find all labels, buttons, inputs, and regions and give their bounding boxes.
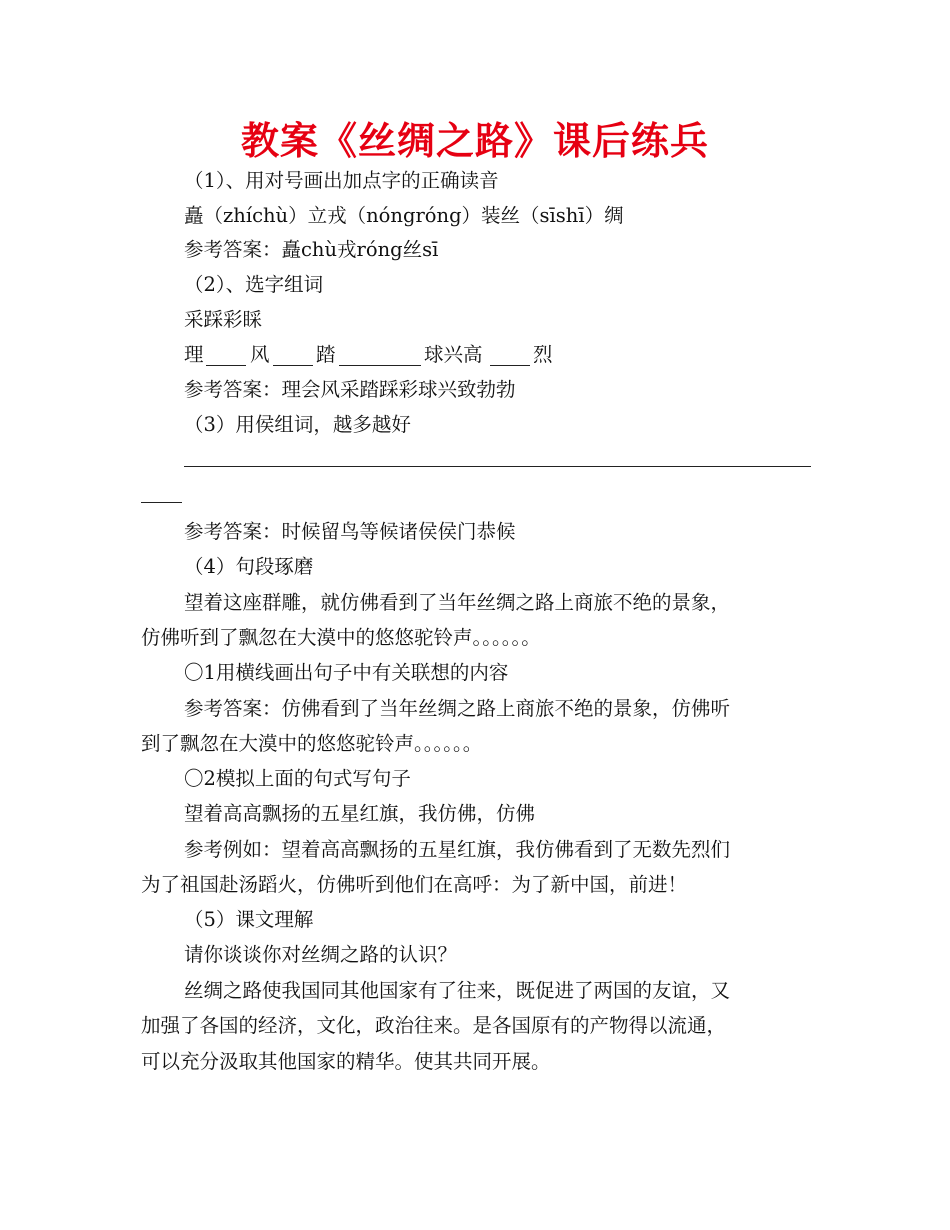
answer-line[interactable] <box>184 466 811 467</box>
q2-fill-word: 理 <box>184 343 204 366</box>
q4-passage-line: 望着这座群雕，就仿佛看到了当年丝绸之路上商旅不绝的景象， <box>184 591 731 614</box>
q5-question: 请你谈谈你对丝绸之路的认识？ <box>184 943 458 966</box>
q1-text: 矗（zhíchù）立戎（nóngróng）装丝（sīshī）绸 <box>184 204 624 227</box>
blank-line[interactable] <box>339 365 421 366</box>
q5-heading: （5）课文理解 <box>184 908 314 931</box>
q4-answer1-line: 到了飘忽在大漠中的悠悠驼铃声。。。。。。 <box>141 732 483 755</box>
q2-answer: 参考答案：理会风采踏踩彩球兴致勃勃 <box>184 378 516 401</box>
q2-fill-word: 风 <box>250 343 270 366</box>
q2-fill-word: 踏 <box>316 343 336 366</box>
q5-answer-line: 丝绸之路使我国同其他国家有了往来，既促进了两国的友谊，又 <box>184 979 731 1002</box>
q3-answer: 参考答案：时候留鸟等候诸侯侯门恭候 <box>184 520 516 543</box>
q2-fill-word: 烈 <box>533 343 553 366</box>
q5-answer-line: 加强了各国的经济，文化，政治往来。是各国原有的产物得以流通， <box>141 1014 727 1037</box>
q2-heading: （2）、选字组词 <box>184 273 324 296</box>
q5-answer-line: 可以充分汲取其他国家的精华。使其共同开展。 <box>141 1050 551 1073</box>
q4-passage-line: 仿佛听到了飘忽在大漠中的悠悠驼铃声。。。。。。 <box>141 626 541 649</box>
q4-example-line: 为了祖国赴汤蹈火，仿佛听到他们在高呼：为了新中国，前进！ <box>141 873 688 896</box>
q4-answer1-line: 参考答案：仿佛看到了当年丝绸之路上商旅不绝的景象，仿佛听 <box>184 697 731 720</box>
q4-example-line: 参考例如：望着高高飘扬的五星红旗，我仿佛看到了无数先烈们 <box>184 838 731 861</box>
q2-fill-word: 球兴高 <box>424 343 483 366</box>
q1-answer: 参考答案：矗chù戎róng丝sī <box>184 238 439 261</box>
q4-sub1: 〇1用横线画出句子中有关联想的内容 <box>184 661 509 684</box>
blank-line[interactable] <box>490 365 530 366</box>
q2-chars: 采踩彩睬 <box>184 308 263 331</box>
q1-heading: （1）、用对号画出加点字的正确读音 <box>184 169 499 192</box>
blank-line[interactable] <box>273 365 313 366</box>
q4-heading: （4）句段琢磨 <box>184 555 314 578</box>
blank-line[interactable] <box>206 365 246 366</box>
q4-model: 望着高高飘扬的五星红旗，我仿佛，仿佛 <box>184 802 536 825</box>
q3-heading: （3）用侯组词，越多越好 <box>184 413 411 436</box>
q4-sub2: 〇2模拟上面的句式写句子 <box>184 767 411 790</box>
document-title: 教案《丝绸之路》课后练兵 <box>240 119 709 163</box>
answer-line[interactable] <box>141 502 182 503</box>
